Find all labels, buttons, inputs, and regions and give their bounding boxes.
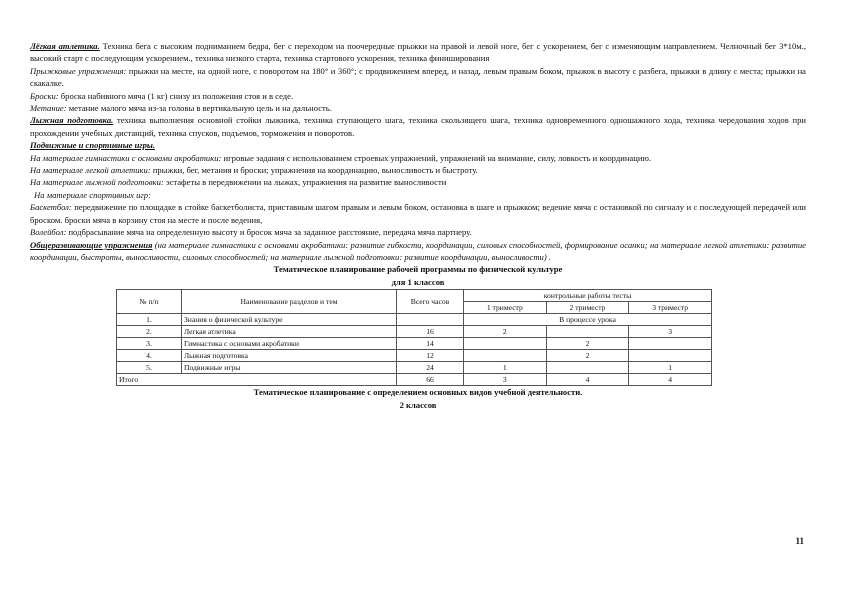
- cell-t1: 2: [464, 326, 547, 338]
- paragraph: [30, 201, 806, 226]
- header-trimester-2: 2 триместр: [546, 302, 629, 314]
- paragraph: [30, 189, 806, 201]
- table-body: [117, 314, 712, 386]
- cell-name: Подвижные игры: [182, 362, 397, 374]
- content-paragraphs: [30, 40, 806, 263]
- paragraph-text: прыжки, бег, метания и броски; упражнения на координацию, выносливость и быстроту.: [150, 165, 478, 176]
- cell-hours: 24: [397, 362, 464, 374]
- plan-subheading: для 1 классов: [391, 276, 445, 287]
- paragraph: [30, 139, 806, 151]
- cell-hours: 16: [397, 326, 464, 338]
- paragraph-lead: Волейбол:: [30, 227, 67, 238]
- table-total-row: [117, 374, 712, 386]
- cell-name: Знания о физической культуре: [182, 314, 397, 326]
- cell-total-t1: 3: [464, 374, 547, 386]
- cell-total-label: Итого: [117, 374, 397, 386]
- cell-num: 2.: [117, 326, 182, 338]
- cell-name: Легкая атлетика: [182, 326, 397, 338]
- cell-t3: 1: [629, 362, 712, 374]
- paragraph-text: прыжки на месте, на одной ноге, с поворотом на 180° и 360°; с продвижением вперед, и назад, левым правым боком, прыжок в высоту с разбега, прыжки в длину с места; прыжки на скакалке.: [30, 65, 806, 89]
- cell-num: 4.: [117, 350, 182, 362]
- paragraph-lead: Лёгкая атлетика.: [30, 41, 100, 51]
- paragraph: [30, 226, 806, 238]
- paragraph-text: метание малого мяча из-за головы в вертикальную цель и на дальность.: [66, 103, 332, 114]
- header-trimester-1: 1 триместр: [464, 302, 547, 314]
- activity-subheading: 2 классов: [399, 399, 437, 410]
- paragraph-lead: На материале легкой атлетики:: [30, 165, 151, 176]
- cell-t1: 1: [464, 362, 547, 374]
- paragraph-lead: Лыжная подготовка.: [30, 115, 114, 126]
- cell-t1: [464, 350, 547, 362]
- page-number: 11: [795, 536, 804, 546]
- table-row: [117, 326, 712, 338]
- paragraph-lead: На материале спортивных игр:: [34, 189, 151, 200]
- table-row: [117, 362, 712, 374]
- cell-t2: [546, 362, 629, 374]
- paragraph-lead: Баскетбол:: [30, 202, 72, 213]
- paragraph-text: техника выполнения основной стойки лыжника, техника ступающего шага, техника скользящего шага, техника одновременного одношажного хода, техника чередования ходов при прохождении учебных дистанций, техника спусков, подъемов, торможения и поворотов.: [30, 115, 806, 138]
- paragraph: [30, 239, 806, 264]
- header-control: контрольные работы тесты: [464, 290, 712, 302]
- cell-hours: [397, 314, 464, 326]
- paragraph-lead: Общеразвивающие упражнения: [30, 239, 153, 250]
- cell-t3: [629, 350, 712, 362]
- paragraph: [30, 40, 806, 65]
- cell-t2: 2: [546, 350, 629, 362]
- table-header-row: [117, 290, 712, 302]
- cell-hours: 14: [397, 338, 464, 350]
- paragraph-lead: Прыжковые упражнения:: [30, 65, 127, 76]
- cell-t3: 3: [629, 326, 712, 338]
- cell-t3: [629, 338, 712, 350]
- cell-name: Гимнастика с основами акробатики: [182, 338, 397, 350]
- table-row: [117, 338, 712, 350]
- paragraph-text: передвижение по площадке в стойке баскетболиста, приставным шагом правым и левым боком, остановка в шаге и прыжком; ведение мяча с остановкой по сигналу и с последующей передачей или броском. броски мяча в корзину стоя на месте и после ведения,: [30, 202, 806, 225]
- paragraph-text: (на материале гимнастики с основами акробатики: развитие гибкости, координации, силовых способностей, формирование осанки; на материале легкой атлетики: развитие координации, быстроты, выносливости, силовых способностей; на материале лыжной подготовки: развитие координации, выносливости) .: [30, 239, 806, 262]
- paragraph: [30, 65, 806, 90]
- activity-heading: Тематическое планирование с определением основных видов учебной деятельности.: [253, 387, 583, 398]
- paragraph-text: игровые задания с использованием строевых упражнений, упражнений на внимание, силу, ловкость и координацию.: [221, 152, 652, 163]
- paragraph-lead: На материале лыжной подготовки:: [30, 177, 164, 188]
- plan-table: [116, 289, 712, 386]
- cell-total-t3: 4: [629, 374, 712, 386]
- cell-total-hours: 66: [397, 374, 464, 386]
- plan-heading: Тематическое планирование рабочей программы по физической культуре: [273, 264, 563, 275]
- cell-num: 5.: [117, 362, 182, 374]
- cell-t2: 2: [546, 338, 629, 350]
- paragraph: [30, 102, 806, 114]
- cell-num: 3.: [117, 338, 182, 350]
- header-name: Наименование разделов и тем: [182, 290, 397, 314]
- cell-t2: [546, 326, 629, 338]
- document-page: [30, 40, 806, 411]
- paragraph-text: эстафеты в передвижении на лыжах, упражнения на развитие выносливости: [163, 177, 447, 188]
- cell-name: Лыжная подготовка: [182, 350, 397, 362]
- paragraph-lead: Подвижные и спортивные игры.: [30, 140, 155, 151]
- paragraph-lead: Броски:: [30, 90, 59, 101]
- paragraph-text: Техника бега с высоким подниманием бедра, бег с переходом на поочередные прыжки на правой и левой ноге, бег с ускорением, бег с изменяющим направлением. Челночный бег 3*10м., высокий старт с последующим ускорением., техника низкого старта, техника стартового ускорения, техника финиширования: [30, 41, 806, 64]
- cell-num: 1.: [117, 314, 182, 326]
- paragraph: [30, 114, 806, 139]
- paragraph-lead: Метание:: [30, 103, 67, 114]
- paragraph: [30, 152, 806, 164]
- paragraph: [30, 90, 806, 102]
- cell-total-t2: 4: [546, 374, 629, 386]
- table-row: [117, 350, 712, 362]
- header-trimester-3: 3 триместр: [629, 302, 712, 314]
- paragraph: [30, 164, 806, 176]
- paragraph-lead: На материале гимнастики с основами акробатики:: [30, 152, 222, 163]
- paragraph-text: броска набивного мяча (1 кг) снизу из положения стоя и в седе.: [58, 90, 294, 101]
- cell-t1: [464, 338, 547, 350]
- paragraph-text: подбрасывание мяча на определенную высоту и бросок мяча за заданное расстояние, передача мяча партнеру.: [66, 227, 472, 238]
- cell-span: В процессе урока: [464, 314, 712, 326]
- header-hours: Всего часов: [397, 290, 464, 314]
- cell-hours: 12: [397, 350, 464, 362]
- header-num: № п/п: [117, 290, 182, 314]
- paragraph: [30, 176, 806, 188]
- table-row: [117, 314, 712, 326]
